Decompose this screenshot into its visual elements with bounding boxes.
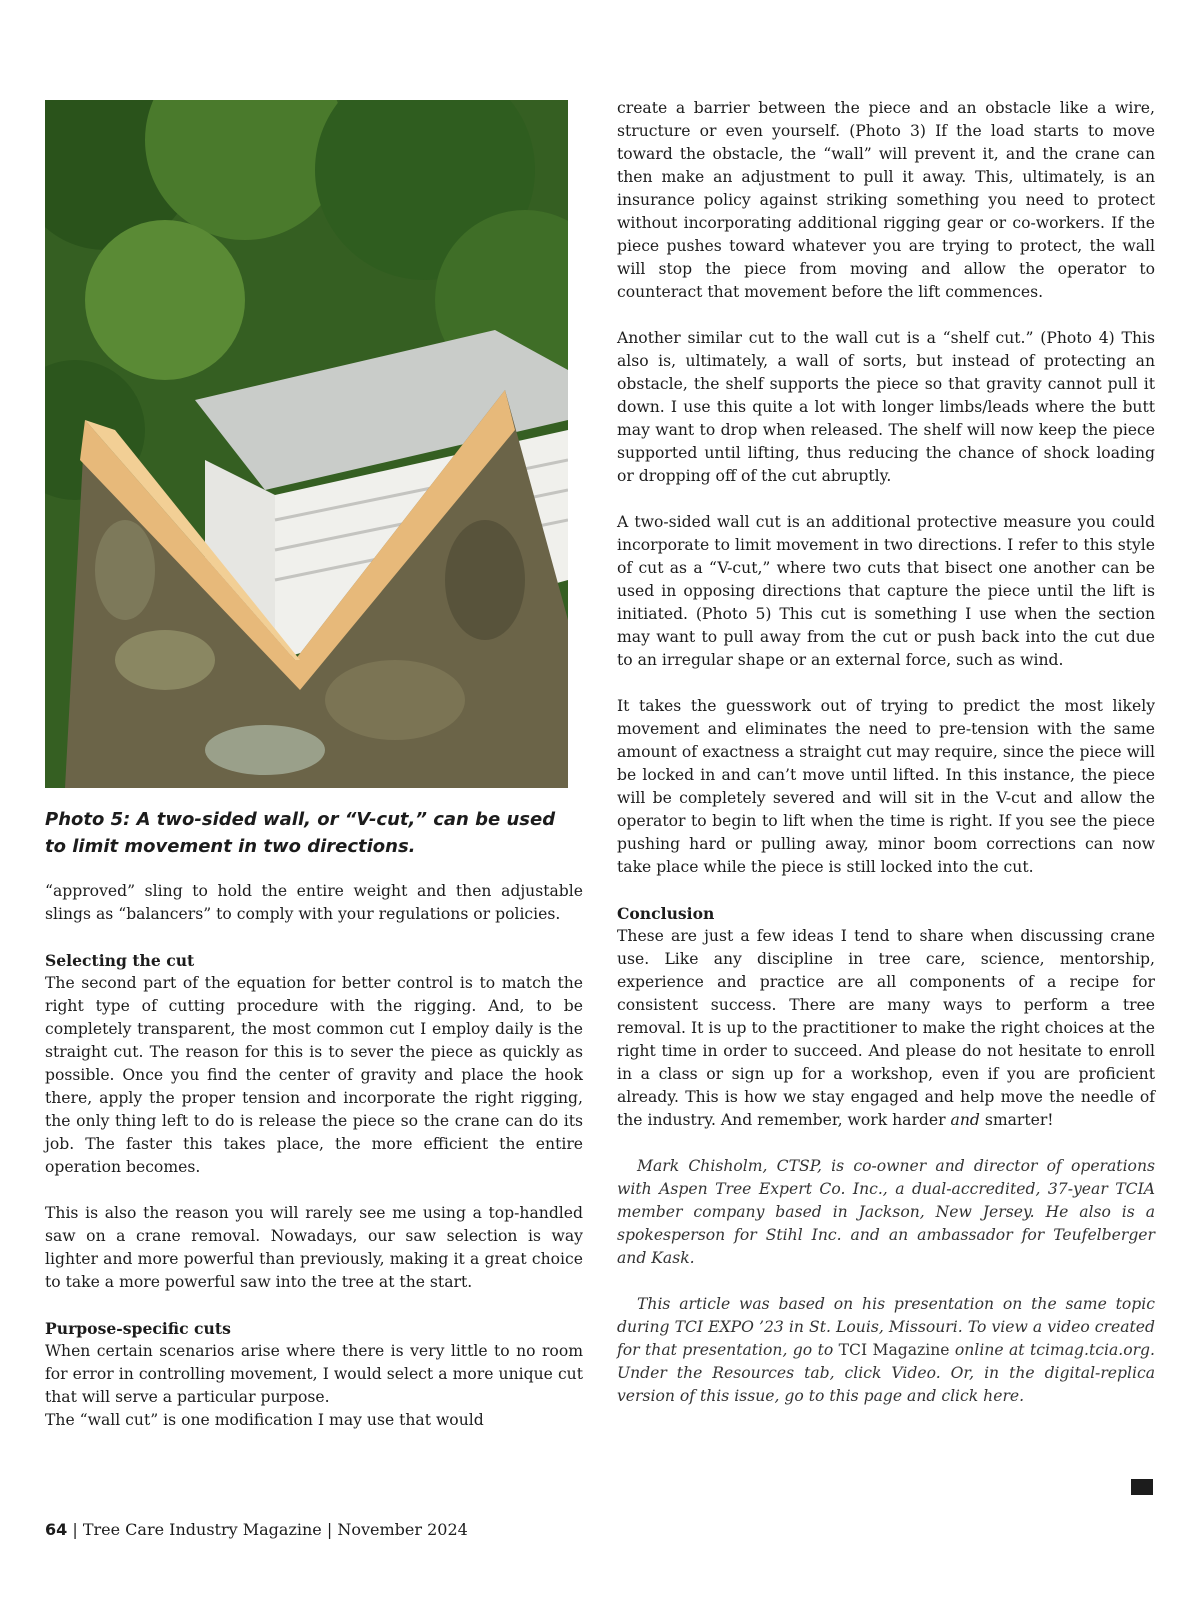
text-run: This article was based on his presentation on the same topic during TCI EXPO ’23 in St. Louis, Missouri. To view a video created for that presentation, go to (617, 1295, 1155, 1359)
section-heading-selecting-the-cut: Selecting the cut (45, 951, 195, 970)
page-number: 64 (45, 1520, 68, 1539)
author-bio: Mark Chisholm, CTSP, is co-owner and director of operations with Aspen Tree Expert Co. Inc., a dual-accredited, 37-year TCIA member company based in Jackson, New Jersey. He also is a spokesperson for Stihl Inc. and an ambassador for Teufelberger and Kask. (617, 1157, 1155, 1267)
footer-separator: | (67, 1520, 83, 1539)
paragraph: When certain scenarios arise where there is very little to no room for error in controlling movement, I would select a more unique cut that will serve a particular purpose. (45, 1342, 583, 1406)
section-heading-purpose-specific-cuts: Purpose-specific cuts (45, 1319, 231, 1338)
text-run: These are just a few ideas I tend to share when discussing crane use. Like any discipline in tree care, science, mentorship, experience and practice are all components of a recipe for consistent success. There are many ways to perform a tree removal. It is up to the practitioner to make the right choices at the right time in order to succeed. And please do not hesitate to enroll in a class or sign up for a workshop, even if you are proficient already. This is how we stay engaged and help move the needle of the industry. And remember, work harder (617, 927, 1155, 1129)
paragraph: This is also the reason you will rarely see me using a top-handled saw on a crane removal. Nowadays, our saw selection is way lighter and more powerful than previously, making it a great choice to take a more powerful saw into the tree at the start. (45, 1204, 583, 1291)
footer-separator: | (321, 1520, 338, 1539)
photo-illustration (45, 100, 568, 788)
paragraph-conclusion (617, 925, 1155, 1132)
left-column (45, 880, 583, 1432)
right-column (617, 97, 1155, 1408)
issue-date: November 2024 (337, 1520, 468, 1539)
magazine-name: TCI Magazine (838, 1341, 950, 1359)
page-footer (45, 1520, 468, 1539)
paragraph: The “wall cut” is one modification I may use that would (45, 1411, 484, 1429)
paragraph: Another similar cut to the wall cut is a “shelf cut.” (Photo 4) This also is, ultimately, a wall of sorts, but instead of protecting an obstacle, the shelf supports the piece so that gravity cannot pull it down. I use this quite a lot with longer limbs/leads where the butt may want to drop when released. The shelf will now keep the piece supported until lifting, thus reducing the chance of shock loading or dropping off of the cut abruptly. (617, 329, 1155, 485)
photo-caption: Photo 5: A two-sided wall, or “V-cut,” can be used to limit movement in two directions. (45, 809, 556, 857)
paragraph: A two-sided wall cut is an additional protective measure you could incorporate to limit movement in two directions. I refer to this style of cut as a “V-cut,” where two cuts that bisect one another can be used in opposing directions that capture the piece until the lift is initiated. (Photo 5) This cut is something I use when the section may want to pull away from the cut or push back into the cut due to an irregular shape or an external force, such as wind. (617, 513, 1155, 669)
text-run-italic: and (950, 1111, 980, 1129)
section-heading-conclusion: Conclusion (617, 904, 715, 923)
photo-v-cut (45, 100, 568, 788)
end-of-article-mark (1131, 1479, 1153, 1495)
text-run: smarter! (979, 1111, 1054, 1129)
text-run: online at tcimag.tcia.org. Under the Resources tab, click Video. Or, in the digital-replica version of this issue, go to this page and click here. (617, 1341, 1155, 1405)
paragraph: “approved” sling to hold the entire weight and then adjustable slings as “balancers” to comply with your regulations or policies. (45, 882, 583, 923)
article-note (617, 1293, 1155, 1408)
paragraph: create a barrier between the piece and an obstacle like a wire, structure or even yourself. (Photo 3) If the load starts to move toward the obstacle, the “wall” will prevent it, and the crane can then make an adjustment to pull it away. This, ultimately, is an insurance policy against striking something you need to protect without incorporating additional rigging gear or co-workers. If the piece pushes toward whatever you are trying to protect, the wall will stop the piece from moving and allow the operator to counteract that movement before the lift commences. (617, 99, 1155, 301)
publication-name: Tree Care Industry Magazine (82, 1520, 322, 1539)
paragraph: It takes the guesswork out of trying to predict the most likely movement and eliminates the need to pre-tension with the same amount of exactness a straight cut may require, since the piece will be locked in and can’t move until lifted. In this instance, the piece will be completely severed and will sit in the V-cut and allow the operator to begin to lift when the time is right. If you see the piece pushing hard or pulling away, minor boom corrections can now take place while the piece is still locked into the cut. (617, 697, 1155, 876)
paragraph: The second part of the equation for better control is to match the right type of cutting procedure with the rigging. And, to be completely transparent, the most common cut I employ daily is the straight cut. The reason for this is to sever the piece as quickly as possible. Once you find the center of gravity and place the hook there, apply the proper tension and incorporate the right rigging, the only thing left to do is release the piece so the crane can do its job. The faster this takes place, the more efficient the entire operation becomes. (45, 974, 583, 1176)
